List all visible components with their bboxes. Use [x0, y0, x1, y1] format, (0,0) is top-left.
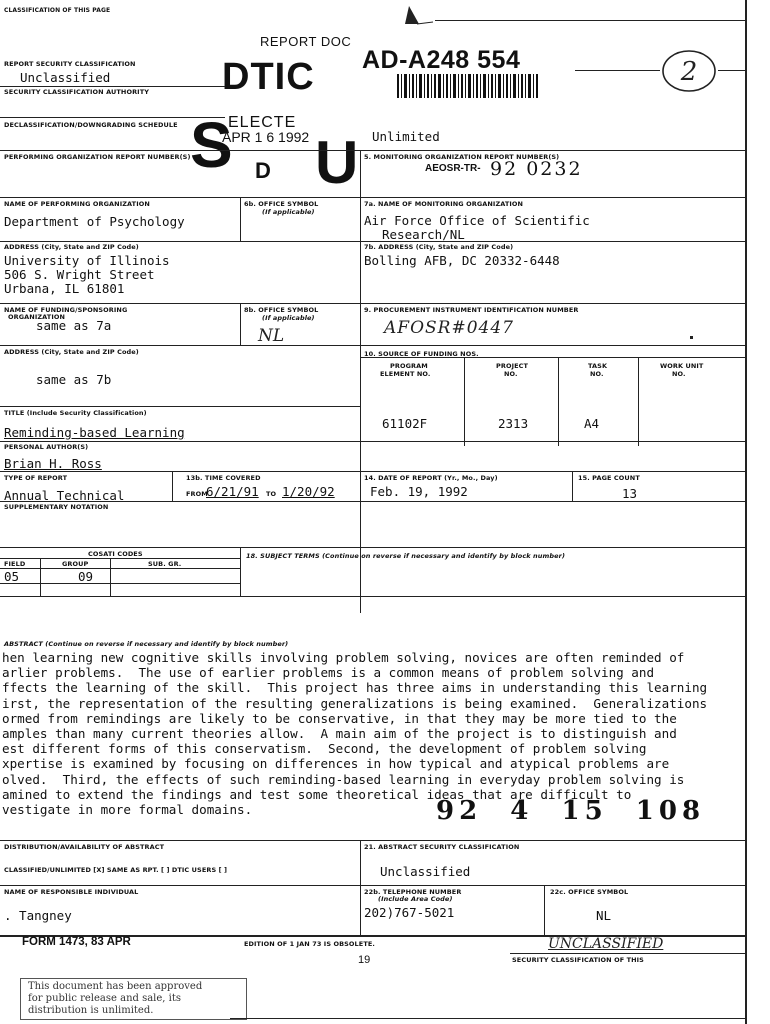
abstract-text: [2, 650, 767, 817]
col-work-unit: WORK UNIT: [660, 362, 704, 370]
funding-organization: same as 7a: [36, 318, 112, 333]
label-monitoring-org-report-number: 5. MONITORING ORGANIZATION REPORT NUMBER(S): [364, 153, 560, 161]
abstract-line: est different forms of this conservatism. Second, the development of problem solving: [2, 741, 647, 757]
label-time-to: TO: [266, 490, 277, 498]
time-covered-from: 6/21/91: [206, 484, 259, 499]
performing-address-line-3: Urbana, IL 61801: [4, 281, 125, 296]
label-responsible-individual: NAME OF RESPONSIBLE INDIVIDUAL: [4, 888, 139, 896]
col-program-element: PROGRAM: [390, 362, 428, 370]
label-time-covered: 13b. TIME COVERED: [186, 474, 261, 482]
label-time-from: FROM: [186, 490, 208, 498]
label-source-of-funding: 10. SOURCE OF FUNDING NOS.: [364, 350, 479, 358]
report-title: Reminding-based Learning: [4, 425, 185, 440]
label-office-symbol-6b-sub: (If applicable): [262, 208, 315, 216]
col-program-element-2: ELEMENT NO.: [380, 370, 431, 378]
task-no: A4: [584, 416, 600, 431]
abstract-classification: Unclassified: [380, 864, 471, 879]
label-abstract: ABSTRACT (Continue on reverse if necessary and identify by block number): [4, 640, 289, 648]
abstract-line: hen learning new cognitive skills involving problem solving, novices are often reminded of: [2, 650, 685, 665]
label-subject-terms: 18. SUBJECT TERMS (Continue on reverse if necessary and identify by block number): [246, 552, 566, 560]
monitoring-address: Bolling AFB, DC 20332-6448: [364, 253, 560, 268]
label-office-symbol-8b-sub: (If applicable): [262, 314, 315, 322]
date-stamp: APR 1 6 1992: [222, 129, 310, 145]
label-declassification-schedule: DECLASSIFICATION/DOWNGRADING SCHEDULE: [4, 121, 178, 129]
label-cosati-codes: COSATI CODES: [88, 550, 143, 558]
monitoring-report-prefix: AEOSR-TR-: [425, 163, 481, 174]
col-project-no: PROJECT: [496, 362, 529, 370]
label-report-security-classification: REPORT SECURITY CLASSIFICATION: [4, 60, 136, 68]
stamp-letter-u: U: [315, 129, 359, 196]
funding-address: same as 7b: [36, 372, 112, 387]
accession-number: 92 4 15 108: [436, 796, 706, 826]
label-telephone-number: 22b. TELEPHONE NUMBER: [364, 888, 462, 896]
bottom-classification: UNCLASSIFIED: [548, 936, 664, 952]
monitoring-report-number: 92 0232: [490, 158, 583, 180]
abstract-line: irst, the representation of the resulting generalizations is being examined. Generalizations: [2, 695, 708, 711]
report-doc-title: REPORT DOC: [260, 34, 352, 49]
label-office-symbol-8b: 8b. OFFICE SYMBOL: [244, 306, 319, 314]
stamp-letter-d: D: [255, 158, 271, 183]
release-stamp-line-2: for public release and sale, its: [28, 993, 182, 1004]
col-task-no-2: NO.: [590, 370, 604, 378]
personal-authors: Brian H. Ross: [4, 456, 102, 471]
label-date-of-report: 14. DATE OF REPORT (Yr., Mo., Day): [364, 474, 498, 482]
type-of-report: Annual Technical: [4, 488, 125, 503]
ad-number: AD-A248 554: [362, 46, 521, 74]
label-funding-organization: NAME OF FUNDING/SPONSORING: [4, 306, 128, 314]
label-monitoring-organization: 7a. NAME OF MONITORING ORGANIZATION: [364, 200, 524, 208]
page-classification-header: CLASSIFICATION OF THIS PAGE: [4, 7, 111, 14]
col-work-unit-2: NO.: [672, 370, 686, 378]
label-performing-organization: NAME OF PERFORMING ORGANIZATION: [4, 200, 150, 208]
label-office-symbol-22c: 22c. OFFICE SYMBOL: [550, 888, 629, 896]
label-supplementary-notation: SUPPLEMENTARY NOTATION: [4, 503, 109, 511]
edition-note: EDITION OF 1 JAN 73 IS OBSOLETE.: [244, 940, 375, 948]
label-office-symbol-6b: 6b. OFFICE SYMBOL: [244, 200, 319, 208]
electe-stamp: ELECTE: [228, 114, 297, 131]
label-security-classification-authority: SECURITY CLASSIFICATION AUTHORITY: [4, 88, 150, 96]
distribution-options: CLASSIFIED/UNLIMITED [X] SAME AS RPT. [ ] DTIC USERS [ ]: [4, 866, 228, 874]
barcode: [397, 74, 547, 98]
label-monitoring-address: 7b. ADDRESS (City, State and ZIP Code): [364, 243, 514, 251]
label-procurement-number: 9. PROCUREMENT INSTRUMENT IDENTIFICATION NUMBER: [364, 306, 579, 314]
arrow-mark-icon: [395, 2, 435, 28]
label-cosati-subgroup: SUB. GR.: [148, 560, 182, 568]
abstract-line: xpertise is examined by focusing on differences in how typical and atypical problems are: [2, 756, 670, 772]
monitoring-organization-line-1: Air Force Office of Scientific: [364, 213, 590, 228]
abstract-line: olved. Third, the effects of such reminding-based learning in everyday problem solving is: [2, 771, 685, 787]
procurement-number: AFOSR#0447: [384, 318, 514, 338]
performing-organization: Department of Psychology: [4, 214, 185, 229]
release-stamp-line-3: distribution is unlimited.: [28, 1005, 154, 1016]
form-identifier: FORM 1473, 83 APR: [22, 936, 131, 948]
date-of-report: Feb. 19, 1992: [370, 484, 468, 499]
stamp-letter-s: S: [190, 109, 233, 181]
abstract-line: arlier problems. The use of earlier problems is a common means of problem solving and: [2, 665, 655, 681]
cosati-group: 09: [78, 569, 94, 584]
responsible-individual: . Tangney: [4, 908, 72, 923]
label-distribution-availability: DISTRIBUTION/AVAILABILITY OF ABSTRACT: [4, 843, 165, 851]
col-project-no-2: NO.: [504, 370, 518, 378]
label-bottom-classification: SECURITY CLASSIFICATION OF THIS: [512, 956, 644, 964]
release-stamp-line-1: This document has been approved: [28, 981, 203, 992]
label-personal-authors: PERSONAL AUTHOR(S): [4, 443, 89, 451]
label-abstract-classification: 21. ABSTRACT SECURITY CLASSIFICATION: [364, 843, 520, 851]
circled-number-mark: [660, 48, 718, 94]
abstract-line: amples than many current theories allow. A main aim of the project is to distinguish and: [2, 726, 677, 742]
circled-number: 2: [680, 57, 698, 87]
project-no: 2313: [498, 416, 529, 431]
col-task-no: TASK: [588, 362, 608, 370]
label-title: TITLE (Include Security Classification): [4, 409, 147, 417]
label-funding-organization-2: ORGANIZATION: [8, 313, 66, 321]
office-symbol-22c: NL: [596, 908, 612, 923]
label-funding-address: ADDRESS (City, State and ZIP Code): [4, 348, 139, 356]
cosati-field: 05: [4, 569, 20, 584]
time-covered-to: 1/20/92: [282, 484, 335, 499]
label-cosati-field: FIELD: [4, 560, 26, 568]
label-performing-address: ADDRESS (City, State and ZIP Code): [4, 243, 139, 251]
page-count: 13: [622, 486, 638, 501]
label-cosati-group: GROUP: [62, 560, 89, 568]
label-type-of-report: TYPE OF REPORT: [4, 474, 68, 482]
monitoring-organization-line-2: Research/NL: [382, 227, 465, 242]
distribution-availability: Unlimited: [372, 129, 440, 144]
program-element-no: 61102F: [382, 416, 428, 431]
office-symbol-8b: NL: [258, 326, 285, 346]
abstract-line: amined to extend the findings and test some theoretical ideas that are difficult to: [2, 786, 632, 802]
label-page-count: 15. PAGE COUNT: [578, 474, 640, 482]
page-number: 19: [358, 954, 371, 966]
abstract-line: ormed from remindings are likely to be conservative, in that they may be more tied to the: [2, 710, 677, 726]
label-performing-org-report-number: PERFORMING ORGANIZATION REPORT NUMBER(S): [4, 153, 191, 161]
dtic-stamp: DTIC: [222, 56, 315, 98]
abstract-line: vestigate in more formal domains.: [2, 802, 253, 818]
performing-address-line-1: University of Illinois: [4, 253, 170, 268]
abstract-line: ffects the learning of the skill. This project has three aims in understanding this learning: [2, 680, 708, 696]
label-telephone-area-code: (Include Area Code): [378, 895, 453, 903]
performing-address-line-2: 506 S. Wright Street: [4, 267, 155, 282]
telephone-number: 202)767-5021: [364, 905, 455, 920]
report-security-classification: Unclassified: [20, 70, 111, 85]
